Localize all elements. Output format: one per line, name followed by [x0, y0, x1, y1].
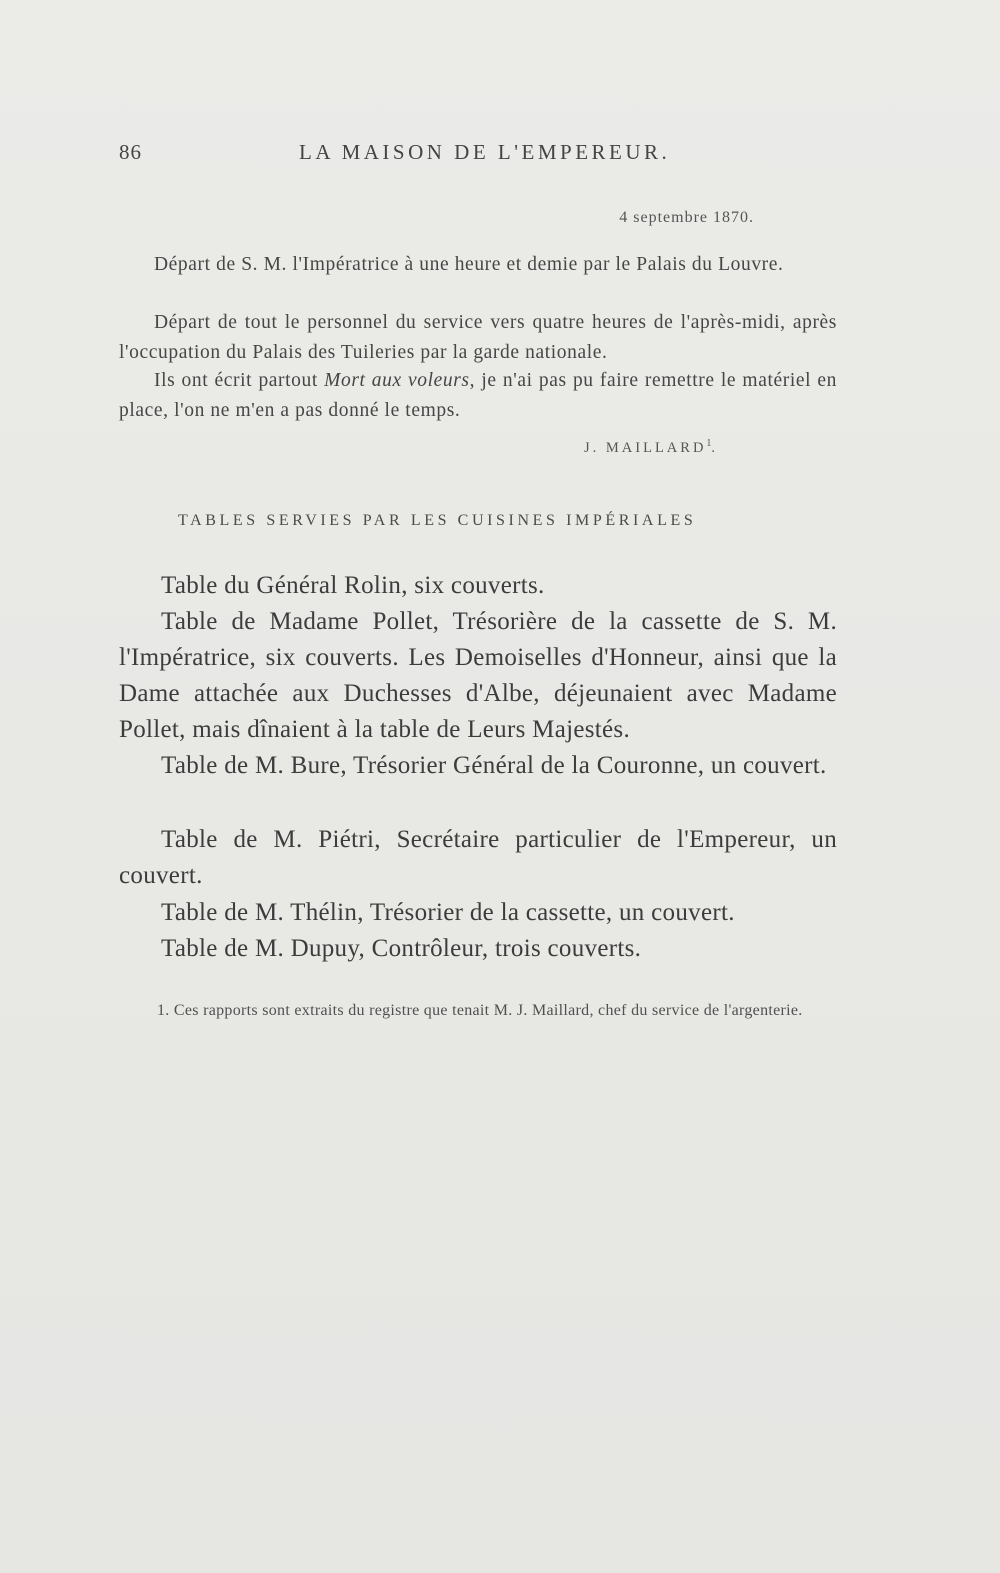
section-heading: TABLES SERVIES PAR LES CUISINES IMPÉRIALES [178, 512, 697, 529]
page-number: 86 [119, 140, 142, 164]
report-paragraph [119, 366, 837, 426]
page-header [119, 140, 839, 170]
report-text: , je n'ai pas pu faire remettre le matériel en place, l'on ne m'en a pas donné le temps. [119, 370, 837, 421]
report-paragraph: Départ de tout le personnel du service vers quatre heures de l'après-midi, après l'occupation du Palais des Tuileries par la garde nationale. [119, 312, 837, 363]
italic-quote: Mort aux voleurs [324, 370, 470, 391]
table-entry: Table du Général Rolin, six couverts. [161, 572, 545, 599]
report-paragraph: Départ de S. M. l'Impératrice à une heure et demie par le Palais du Louvre. [154, 254, 784, 275]
table-entry: Table de M. Piétri, Secrétaire particulier de l'Empereur, un couvert. [119, 826, 837, 889]
report-text: Ils ont écrit partout [154, 370, 325, 391]
report-date: 4 septembre 1870. [619, 209, 754, 226]
footnote: 1. Ces rapports sont extraits du registre que tenait M. J. Maillard, chef du service de l'argenterie. [157, 1002, 803, 1019]
signature-end: . [711, 439, 719, 456]
table-entry: Table de M. Thélin, Trésorier de la cassette, un couvert. [161, 899, 735, 926]
signature [584, 438, 718, 457]
running-title: LA MAISON DE L'EMPEREUR. [299, 140, 671, 164]
table-entry: Table de Madame Pollet, Trésorière de la cassette de S. M. l'Impératrice, six couverts. Les Demoiselles d'Honneur, ainsi que la Dame attachée aux Duchesses d'Albe, déjeunaient avec Madame Pollet, mais dînaient à la table de Leurs Majestés. [119, 608, 837, 743]
table-entry: Table de M. Bure, Trésorier Général de la Couronne, un couvert. [161, 752, 827, 779]
footnote-mark: 1 [706, 438, 712, 449]
table-entry: Table de M. Dupuy, Contrôleur, trois couverts. [161, 935, 642, 962]
signature-name: J. MAILLARD [584, 439, 707, 456]
